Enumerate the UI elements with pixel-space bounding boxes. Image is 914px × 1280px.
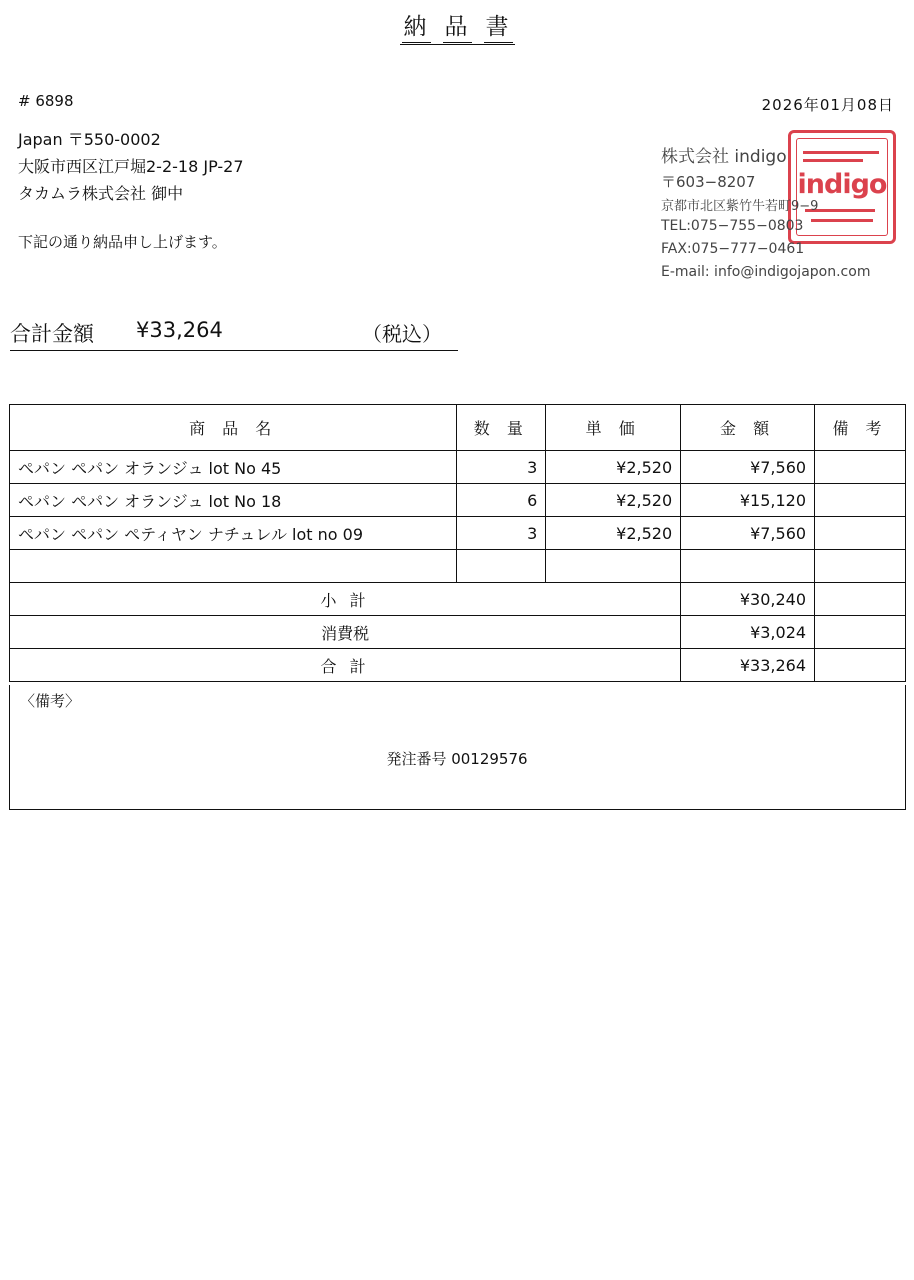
total-underline xyxy=(10,350,458,351)
header-remarks: 備 考 xyxy=(815,405,906,451)
tax-amount: ¥3,024 xyxy=(681,616,815,649)
row-remarks xyxy=(815,451,906,484)
title-char: 納 xyxy=(402,8,431,43)
notes-header: 〈備考〉 xyxy=(20,692,81,710)
issue-date: 2026年01月08日 xyxy=(761,96,894,114)
header-quantity: 数 量 xyxy=(457,405,546,451)
row-unit-price: ¥2,520 xyxy=(546,484,681,517)
subtotal-amount: ¥30,240 xyxy=(681,583,815,616)
company-name: 株式会社 indigo xyxy=(661,147,787,167)
tax-row xyxy=(10,616,906,649)
company-fax: FAX:075−777−0461 xyxy=(661,241,805,257)
table-header-row xyxy=(10,405,906,451)
subtotal-label: 小 計 xyxy=(10,583,681,616)
company-postal: 〒603−8207 xyxy=(661,173,756,191)
subtotal-remarks xyxy=(815,583,906,616)
intro-text: 下記の通り納品申し上げます。 xyxy=(18,233,227,251)
row-amount: ¥15,120 xyxy=(681,484,815,517)
company-address: 京都市北区紫竹牛若町9−9 xyxy=(661,199,819,214)
row-product-name: ペパン ペパン オランジュ lot No 18 xyxy=(10,484,457,517)
document-title xyxy=(0,8,914,45)
row-quantity: 6 xyxy=(457,484,546,517)
company-tel: TEL:075−755−0803 xyxy=(661,218,804,234)
stamp-ornament xyxy=(811,219,873,222)
row-unit-price: ¥2,520 xyxy=(546,451,681,484)
total-amount: ¥33,264 xyxy=(136,318,223,342)
total-label: 合計金額 xyxy=(10,322,94,346)
stamp-word: indigo xyxy=(797,169,887,200)
document-number: # 6898 xyxy=(18,92,74,110)
table-row-empty xyxy=(10,550,906,583)
grand-total-remarks xyxy=(815,649,906,682)
table-row xyxy=(10,451,906,484)
subtotal-row xyxy=(10,583,906,616)
header-amount: 金 額 xyxy=(681,405,815,451)
grand-total-row xyxy=(10,649,906,682)
row-product-name xyxy=(10,550,457,583)
company-seal-stamp xyxy=(788,130,896,244)
recipient-address: 大阪市西区江戸堀2-2-18 JP-27 xyxy=(18,157,244,176)
row-product-name: ペパン ペパン オランジュ lot No 45 xyxy=(10,451,457,484)
title-char: 品 xyxy=(443,8,472,43)
row-remarks xyxy=(815,517,906,550)
grand-total-amount: ¥33,264 xyxy=(681,649,815,682)
table-row xyxy=(10,517,906,550)
tax-remarks xyxy=(815,616,906,649)
row-remarks xyxy=(815,484,906,517)
tax-included-note: （税込） xyxy=(362,322,442,346)
row-amount: ¥7,560 xyxy=(681,451,815,484)
row-quantity: 3 xyxy=(457,517,546,550)
row-amount: ¥7,560 xyxy=(681,517,815,550)
header-unit-price: 単 価 xyxy=(546,405,681,451)
title-char: 書 xyxy=(484,8,513,43)
stamp-ornament xyxy=(803,151,879,154)
row-unit-price: ¥2,520 xyxy=(546,517,681,550)
tax-label: 消費税 xyxy=(10,616,681,649)
stamp-ornament xyxy=(803,159,863,162)
row-remarks xyxy=(815,550,906,583)
row-unit-price xyxy=(546,550,681,583)
row-amount xyxy=(681,550,815,583)
document-title-text xyxy=(400,8,515,45)
row-product-name: ペパン ペパン ペティヤン ナチュレル lot no 09 xyxy=(10,517,457,550)
company-email: E-mail: info@indigojapon.com xyxy=(661,264,871,280)
items-table xyxy=(9,404,906,682)
table-row xyxy=(10,484,906,517)
recipient-name: タカムラ株式会社 御中 xyxy=(18,184,184,203)
order-number-note: 発注番号 00129576 xyxy=(386,750,528,768)
row-quantity xyxy=(457,550,546,583)
recipient-country-postal: Japan 〒550-0002 xyxy=(18,130,161,149)
header-product-name: 商 品 名 xyxy=(10,405,457,451)
grand-total-label: 合 計 xyxy=(10,649,681,682)
row-quantity: 3 xyxy=(457,451,546,484)
